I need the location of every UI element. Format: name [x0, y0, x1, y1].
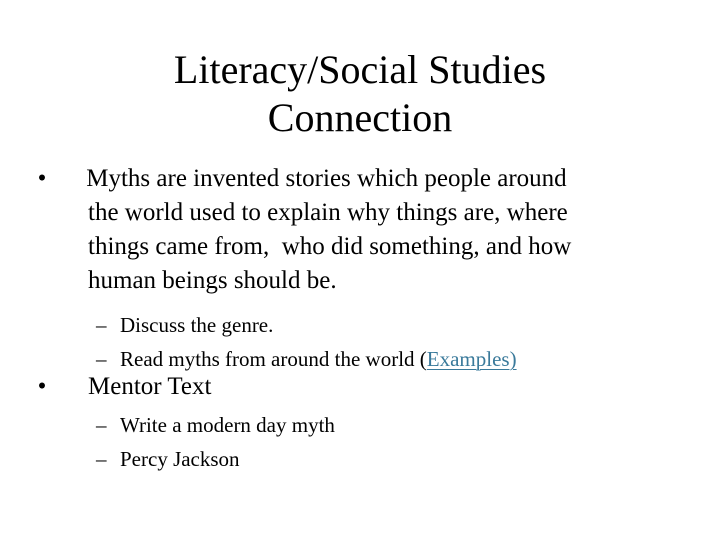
dash-marker: –	[96, 447, 107, 471]
subitem-percy-jackson	[30, 442, 670, 476]
bullet-myths-line-1: Myths are invented stories which people around	[80, 165, 567, 192]
slide-title-line-2: Connection	[267, 95, 453, 140]
dash-marker: –	[96, 413, 107, 437]
dash-marker: –	[96, 313, 107, 337]
bullet-myths-line-3: things came from, who did something, and how	[88, 233, 572, 260]
slide-title-line-1: Literacy/Social Studies	[173, 47, 547, 92]
slide-title	[60, 46, 660, 142]
subitem-discuss-genre	[30, 308, 670, 342]
subitem-percy-jackson-text: Percy Jackson	[120, 447, 240, 471]
subitem-discuss-genre-text: Discuss the genre.	[120, 313, 274, 337]
bullet-myths-line-4: human beings should be.	[88, 267, 337, 294]
bullet-marker: •	[37, 165, 47, 192]
subitem-read-myths-text: Read myths from around the world (	[120, 347, 427, 371]
bullet-myths-line-2: the world used to explain why things are, where	[88, 199, 568, 226]
examples-link[interactable]: Examples)	[426, 347, 517, 371]
bullet-mentor-text	[30, 370, 670, 476]
subitem-write-myth	[30, 408, 670, 442]
dash-marker: –	[96, 347, 107, 371]
bullet-myths	[30, 162, 670, 376]
subitem-write-myth-text: Write a modern day myth	[120, 413, 335, 437]
bullet-marker: •	[37, 373, 47, 400]
bullet-mentor-text-label: Mentor Text	[88, 373, 212, 400]
